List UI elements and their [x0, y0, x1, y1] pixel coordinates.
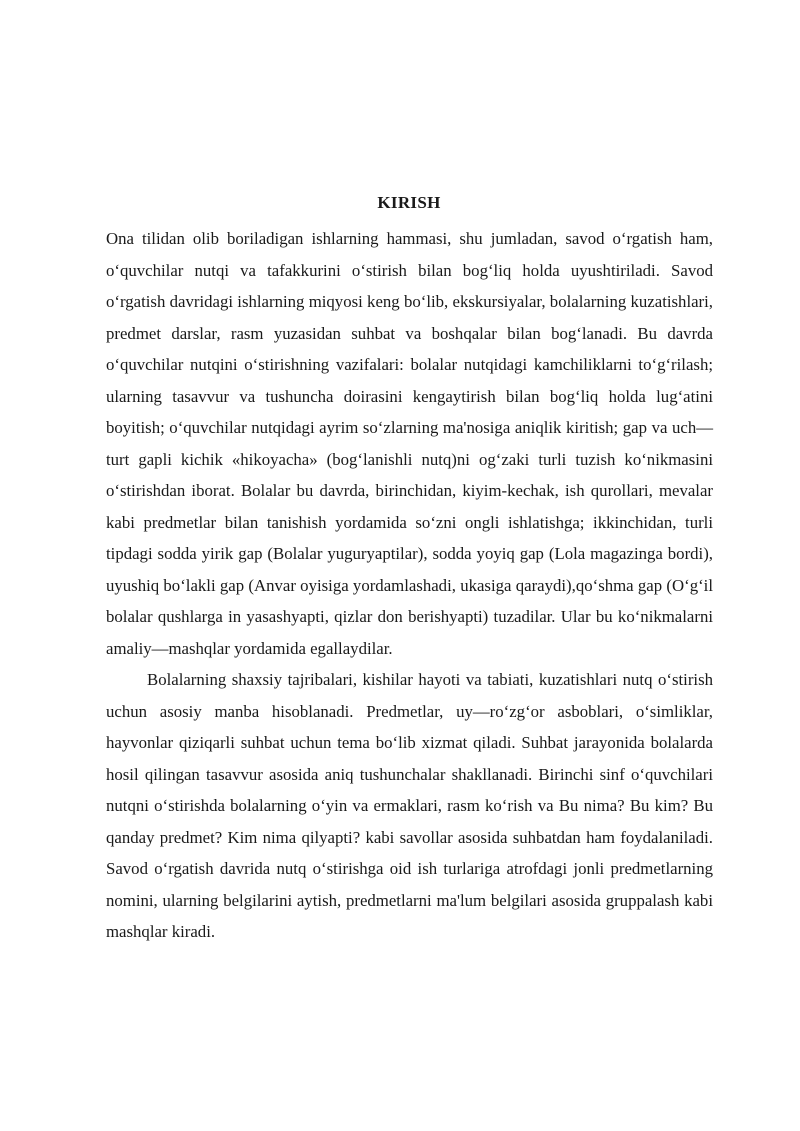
paragraph-1: Ona tilidan olib boriladigan ishlarning hammasi, shu jumladan, savod o‘rgatish ham, o‘quvchilar nutqi va tafakkurini o‘stirish bilan bog‘liq holda uyushtiriladi. Savod o‘rgatish davridagi ishlarning miqyosi keng bo‘lib, ekskursiyalar, bolalarning kuzatishlari, predmet darslar, rasm yuzasidan suhbat va boshqalar bilan bog‘lanadi. Bu davrda o‘quvchilar nutqini o‘stirishning vazifalari: bolalar nutqidagi kamchiliklarni to‘g‘rilash; ularning tasavvur va tushuncha doirasini kengaytirish bilan bog‘liq holda lug‘atini boyitish; o‘quvchilar nutqidagi ayrim so‘zlarning ma'nosiga aniqlik kiritish; gap va uch—turt gapli kichik «hikoyacha» (bog‘lanishli nutq)ni og‘zaki turli tuzish ko‘nikmasini o‘stirishdan iborat. Bolalar bu davrda, birinchidan, kiyim-kechak, ish qurollari, mevalar kabi predmetlar bilan tanishish yordamida so‘zni ongli ishlatishga; ikkinchidan, turli tipdagi sodda yirik gap (Bolalar yuguryaptilar), sodda yoyiq gap (Lola magazinga bordi), uyushiq bo‘lakli gap (Anvar oyisiga yordamlashadi, ukasiga qaraydi),qo‘shma gap (O‘g‘il bolalar qushlarga in yasashyapti, qizlar don berishyapti) tuzadilar. Ular bu ko‘nikmalarni amaliy—mashqlar yordamida egallaydilar. [106, 229, 713, 658]
page-title: KIRISH [377, 193, 441, 212]
document-body [106, 223, 713, 948]
paragraph-2: Bolalarning shaxsiy tajribalari, kishilar hayoti va tabiati, kuzatishlari nutq o‘stirish uchun asosiy manba hisoblanadi. Predmetlar, uy—ro‘zg‘or asboblari, o‘simliklar, hayvonlar qiziqarli suhbat uchun tema bo‘lib xizmat qiladi. Suhbat jarayonida bolalarda hosil qilingan tasavvur asosida aniq tushunchalar shakllanadi. Birinchi sinf o‘quvchilari nutqni o‘stirishda bolalarning o‘yin va ermaklari, rasm ko‘rish va Bu nima? Bu kim? Bu qanday predmet? Kim nima qilyapti? kabi savollar asosida suhbatdan ham foydalaniladi. Savod o‘rgatish davrida nutq o‘stirishga oid ish turlariga atrofdagi jonli predmetlarning nomini, ularning belgilarini aytish, predmetlarni ma'lum belgilari asosida gruppalash kabi mashqlar kiradi. [106, 670, 713, 941]
